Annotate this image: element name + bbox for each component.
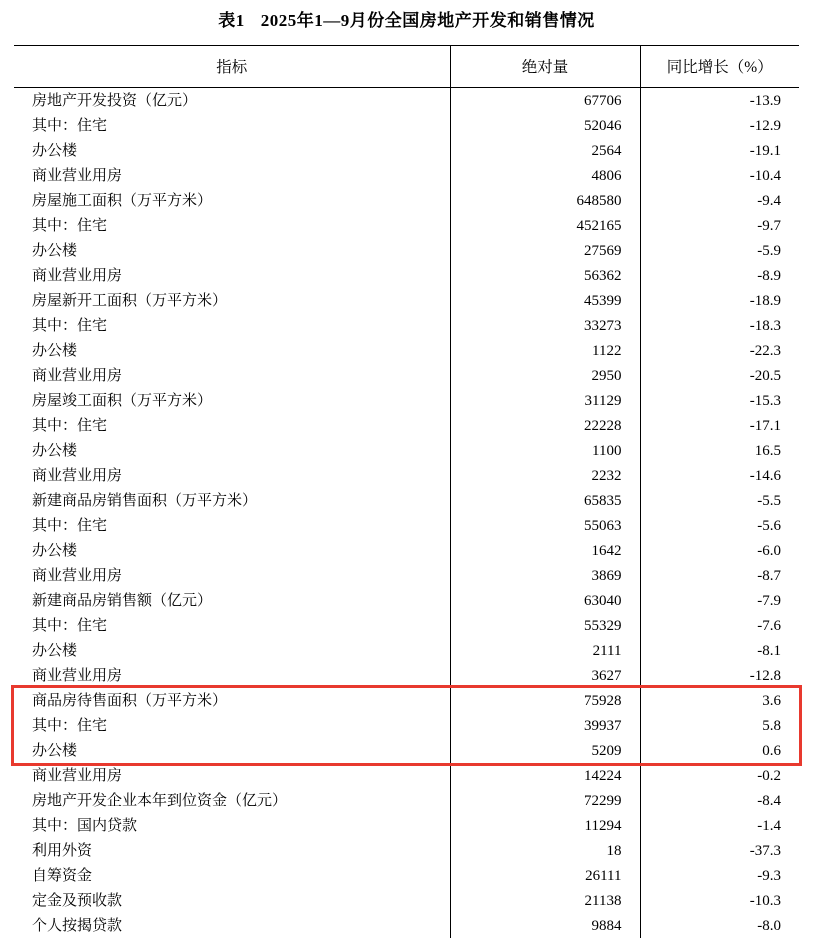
- table-row: [14, 863, 799, 888]
- row-growth-percent: -9.7: [640, 213, 799, 238]
- table-row: [14, 163, 799, 188]
- row-label: 办公楼: [14, 638, 450, 663]
- row-label: 办公楼: [14, 138, 450, 163]
- row-absolute-value: 1642: [450, 538, 640, 563]
- table-header: [14, 46, 799, 88]
- row-growth-percent: -10.3: [640, 888, 799, 913]
- table-row: [14, 738, 799, 763]
- row-label: 商业营业用房: [14, 463, 450, 488]
- table-row: [14, 688, 799, 713]
- table-row: [14, 913, 799, 938]
- row-growth-percent: -8.4: [640, 788, 799, 813]
- table-title-text: 2025年1—9月份全国房地产开发和销售情况: [261, 11, 595, 30]
- row-absolute-value: 33273: [450, 313, 640, 338]
- row-absolute-value: 45399: [450, 288, 640, 313]
- row-label: 自筹资金: [14, 863, 450, 888]
- row-absolute-value: 1122: [450, 338, 640, 363]
- table-row: [14, 288, 799, 313]
- table-row: [14, 763, 799, 788]
- table-row: [14, 338, 799, 363]
- row-label: 商品房待售面积（万平方米）: [14, 688, 450, 713]
- row-growth-percent: -10.4: [640, 163, 799, 188]
- table-row: [14, 838, 799, 863]
- row-growth-percent: -8.7: [640, 563, 799, 588]
- table-row: [14, 888, 799, 913]
- row-label: 新建商品房销售面积（万平方米）: [14, 488, 450, 513]
- row-label: 商业营业用房: [14, 163, 450, 188]
- table-row: [14, 488, 799, 513]
- row-absolute-value: 72299: [450, 788, 640, 813]
- row-label: 办公楼: [14, 538, 450, 563]
- row-absolute-value: 648580: [450, 188, 640, 213]
- row-label: 商业营业用房: [14, 563, 450, 588]
- row-label: 办公楼: [14, 738, 450, 763]
- row-growth-percent: -8.0: [640, 913, 799, 938]
- row-growth-percent: -15.3: [640, 388, 799, 413]
- table-row: [14, 563, 799, 588]
- table-row: [14, 638, 799, 663]
- table-row: [14, 113, 799, 138]
- row-label: 房地产开发投资（亿元）: [14, 88, 450, 114]
- row-growth-percent: -18.3: [640, 313, 799, 338]
- row-growth-percent: -17.1: [640, 413, 799, 438]
- row-growth-percent: -5.5: [640, 488, 799, 513]
- table-body: [14, 88, 799, 938]
- row-absolute-value: 2111: [450, 638, 640, 663]
- table-row: [14, 238, 799, 263]
- column-header-absolute: 绝对量: [450, 46, 640, 88]
- row-absolute-value: 11294: [450, 813, 640, 838]
- row-label: 房屋施工面积（万平方米）: [14, 188, 450, 213]
- table-row: [14, 88, 799, 114]
- table-row: [14, 788, 799, 813]
- table-row: [14, 413, 799, 438]
- row-growth-percent: 5.8: [640, 713, 799, 738]
- row-absolute-value: 65835: [450, 488, 640, 513]
- row-label: 其中：住宅: [14, 313, 450, 338]
- row-label: 定金及预收款: [14, 888, 450, 913]
- row-label: 其中：住宅: [14, 713, 450, 738]
- row-growth-percent: -9.3: [640, 863, 799, 888]
- table-row: [14, 713, 799, 738]
- row-growth-percent: -12.9: [640, 113, 799, 138]
- row-label: 办公楼: [14, 338, 450, 363]
- real-estate-statistics-table: [14, 45, 799, 938]
- row-absolute-value: 63040: [450, 588, 640, 613]
- row-label: 商业营业用房: [14, 663, 450, 688]
- row-growth-percent: -37.3: [640, 838, 799, 863]
- table-row: [14, 613, 799, 638]
- row-absolute-value: 1100: [450, 438, 640, 463]
- row-growth-percent: -20.5: [640, 363, 799, 388]
- row-absolute-value: 2950: [450, 363, 640, 388]
- row-absolute-value: 39937: [450, 713, 640, 738]
- row-label: 新建商品房销售额（亿元）: [14, 588, 450, 613]
- table-row: [14, 513, 799, 538]
- row-absolute-value: 75928: [450, 688, 640, 713]
- row-label: 利用外资: [14, 838, 450, 863]
- row-label: 其中：住宅: [14, 213, 450, 238]
- row-growth-percent: -7.9: [640, 588, 799, 613]
- table-row: [14, 538, 799, 563]
- table-row: [14, 313, 799, 338]
- row-growth-percent: -0.2: [640, 763, 799, 788]
- row-label: 房地产开发企业本年到位资金（亿元）: [14, 788, 450, 813]
- table-row: [14, 438, 799, 463]
- row-absolute-value: 452165: [450, 213, 640, 238]
- page-title: [0, 0, 813, 45]
- row-label: 其中：国内贷款: [14, 813, 450, 838]
- header-row: [14, 46, 799, 88]
- row-growth-percent: -1.4: [640, 813, 799, 838]
- row-growth-percent: -6.0: [640, 538, 799, 563]
- column-header-growth: 同比增长（%）: [640, 46, 799, 88]
- row-label: 办公楼: [14, 238, 450, 263]
- table-row: [14, 138, 799, 163]
- column-header-indicator: 指标: [14, 46, 450, 88]
- row-absolute-value: 22228: [450, 413, 640, 438]
- row-label: 其中：住宅: [14, 513, 450, 538]
- table-row: [14, 388, 799, 413]
- row-label: 商业营业用房: [14, 263, 450, 288]
- table-row: [14, 363, 799, 388]
- row-absolute-value: 55329: [450, 613, 640, 638]
- table-row: [14, 213, 799, 238]
- row-label: 房屋新开工面积（万平方米）: [14, 288, 450, 313]
- row-absolute-value: 21138: [450, 888, 640, 913]
- row-growth-percent: 0.6: [640, 738, 799, 763]
- table-row: [14, 463, 799, 488]
- row-label: 其中：住宅: [14, 113, 450, 138]
- row-absolute-value: 5209: [450, 738, 640, 763]
- row-label: 商业营业用房: [14, 363, 450, 388]
- row-growth-percent: -19.1: [640, 138, 799, 163]
- row-growth-percent: 16.5: [640, 438, 799, 463]
- table-row: [14, 263, 799, 288]
- row-absolute-value: 2564: [450, 138, 640, 163]
- row-label: 个人按揭贷款: [14, 913, 450, 938]
- table-row: [14, 588, 799, 613]
- row-growth-percent: -22.3: [640, 338, 799, 363]
- row-growth-percent: -5.9: [640, 238, 799, 263]
- row-label: 其中：住宅: [14, 613, 450, 638]
- table-number: 表1: [218, 11, 245, 30]
- row-growth-percent: -18.9: [640, 288, 799, 313]
- row-growth-percent: -5.6: [640, 513, 799, 538]
- row-growth-percent: -9.4: [640, 188, 799, 213]
- table-row: [14, 663, 799, 688]
- row-absolute-value: 4806: [450, 163, 640, 188]
- row-growth-percent: -8.9: [640, 263, 799, 288]
- row-absolute-value: 18: [450, 838, 640, 863]
- row-growth-percent: 3.6: [640, 688, 799, 713]
- row-absolute-value: 14224: [450, 763, 640, 788]
- row-absolute-value: 67706: [450, 88, 640, 114]
- row-growth-percent: -7.6: [640, 613, 799, 638]
- row-absolute-value: 52046: [450, 113, 640, 138]
- table-row: [14, 188, 799, 213]
- row-absolute-value: 9884: [450, 913, 640, 938]
- row-absolute-value: 3869: [450, 563, 640, 588]
- row-absolute-value: 2232: [450, 463, 640, 488]
- row-label: 商业营业用房: [14, 763, 450, 788]
- row-growth-percent: -12.8: [640, 663, 799, 688]
- row-growth-percent: -8.1: [640, 638, 799, 663]
- row-absolute-value: 3627: [450, 663, 640, 688]
- row-label: 其中：住宅: [14, 413, 450, 438]
- row-absolute-value: 31129: [450, 388, 640, 413]
- row-label: 房屋竣工面积（万平方米）: [14, 388, 450, 413]
- row-label: 办公楼: [14, 438, 450, 463]
- row-absolute-value: 27569: [450, 238, 640, 263]
- row-absolute-value: 56362: [450, 263, 640, 288]
- row-absolute-value: 26111: [450, 863, 640, 888]
- table-row: [14, 813, 799, 838]
- row-growth-percent: -13.9: [640, 88, 799, 114]
- row-absolute-value: 55063: [450, 513, 640, 538]
- row-growth-percent: -14.6: [640, 463, 799, 488]
